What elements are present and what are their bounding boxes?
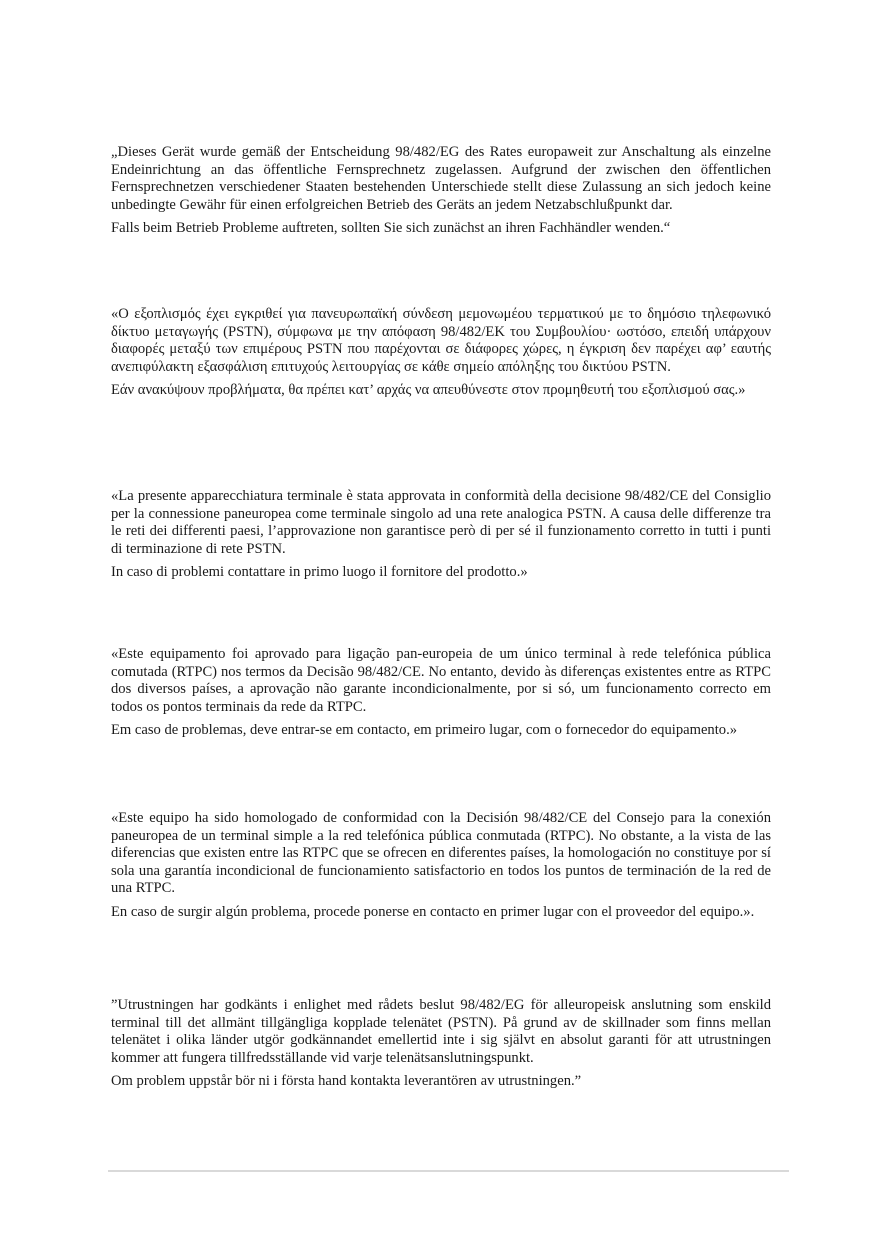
spanish-notice [111, 810, 771, 922]
swedish-notice-paragraph-1: ”Utrustningen har godkänts i enlighet med rådets beslut 98/482/EG för alleuropeisk anslutning som enskild terminal till det allmänt tillgängliga kopplade telenätet (PSTN). På grund av de skillnader som finns mellan telenätet i olika länder utgör godkännandet emellertid inte i sig självt en absolut garanti för att utrustningen kommer att fungera tillfredsställande vid varje telenätsanslutningspunkt. [111, 997, 771, 1066]
spanish-notice-paragraph-2: En caso de surgir algún problema, procede ponerse en contacto en primer lugar con el proveedor del equipo.». [111, 903, 755, 920]
spanish-notice-paragraph-1: «Este equipo ha sido homologado de conformidad con la Decisión 98/482/CE del Consejo para la conexión paneuropea de un terminal simple a la red telefónica pública conmutada (RTPC). No obstante, a la vista de las diferencias que existen entre las RTPC que se ofrecen en diferentes países, la homologación no constituye por sí sola una garantía incondicional de funcionamiento satisfactorio en todos los puntos de terminación de la red de una RTPC. [111, 810, 771, 897]
german-notice-paragraph-2: Falls beim Betrieb Probleme auftreten, sollten Sie sich zunächst an ihren Fachhändler wenden.“ [111, 220, 671, 237]
italian-notice-paragraph-1: «La presente apparecchiatura terminale è stata approvata in conformità della decisione 98/482/CE del Consiglio per la connessione paneuropea come terminale singolo ad una rete analogica PSTN. A causa delle differenze tra le reti dei differenti paesi, l’approvazione non garantisce però di per sé il funzionamento corretto in tutti i punti di terminazione di rete PSTN. [111, 488, 771, 557]
german-notice-paragraph-1: „Dieses Gerät wurde gemäß der Entscheidung 98/482/EG des Rates europaweit zur Anschaltung als einzelne Endeinrichtung an das öffentliche Fernsprechnetz zugelassen. Aufgrund der zwischen den öffentlichen Fernsprechnetzen verschiedener Staaten bestehenden Unterschiede stellt diese Zulassung an sich jedoch keine unbedingte Gewähr für einen erfolgreichen Betrieb des Geräts an jedem Netzabschlußpunkt dar. [111, 144, 771, 213]
footer-divider [108, 1170, 789, 1172]
swedish-notice [111, 997, 771, 1091]
portuguese-notice-paragraph-2: Em caso de problemas, deve entrar-se em contacto, em primeiro lugar, com o fornecedor do equipamento.» [111, 722, 738, 739]
swedish-notice-paragraph-2: Om problem uppstår bör ni i första hand kontakta leverantören av utrustningen.” [111, 1073, 582, 1090]
greek-notice-paragraph-1: «Ο εξοπλισμός έχει εγκριθεί για πανευρωπαϊκή σύνδεση μεμονωμέου τερματικού με το δημόσιο τηλεφωνικό δίκτυο μεταγωγής (PSTN), σύμφωνα με την απόφαση 98/482/ΕΚ του Συμβουλίου· ωστόσο, επειδή υπάρχουν διαφορές μεταξύ των επιμέρους PSTN που παρέχονται σε διάφορες χώρες, η έγκριση δεν παρέχει αφ’ εαυτής ανεπιφύλακτη εξασφάλιση επιτυχούς λειτουργίας σε κάθε σημείο απόληξης του δικτύου PSTN. [111, 306, 771, 375]
portuguese-notice [111, 646, 771, 740]
italian-notice [111, 488, 771, 582]
greek-notice [111, 306, 771, 400]
italian-notice-paragraph-2: In caso di problemi contattare in primo luogo il fornitore del prodotto.» [111, 564, 528, 581]
greek-notice-paragraph-2: Εάν ανακύψουν προβλήματα, θα πρέπει κατ’ αρχάς να απευθύνεστε στον προμηθευτή του εξοπλισμού σας.» [111, 382, 746, 399]
german-notice [111, 144, 771, 238]
portuguese-notice-paragraph-1: «Este equipamento foi aprovado para ligação pan-europeia de um único terminal à rede telefónica pública comutada (RTPC) nos termos da Decisão 98/482/CE. No entanto, devido às diferenças existentes entre as RTPC dos diversos países, a aprovação não garante incondicionalmente, por si só, um funcionamento correcto em todos os pontos terminais da rede da RTPC. [111, 646, 771, 715]
